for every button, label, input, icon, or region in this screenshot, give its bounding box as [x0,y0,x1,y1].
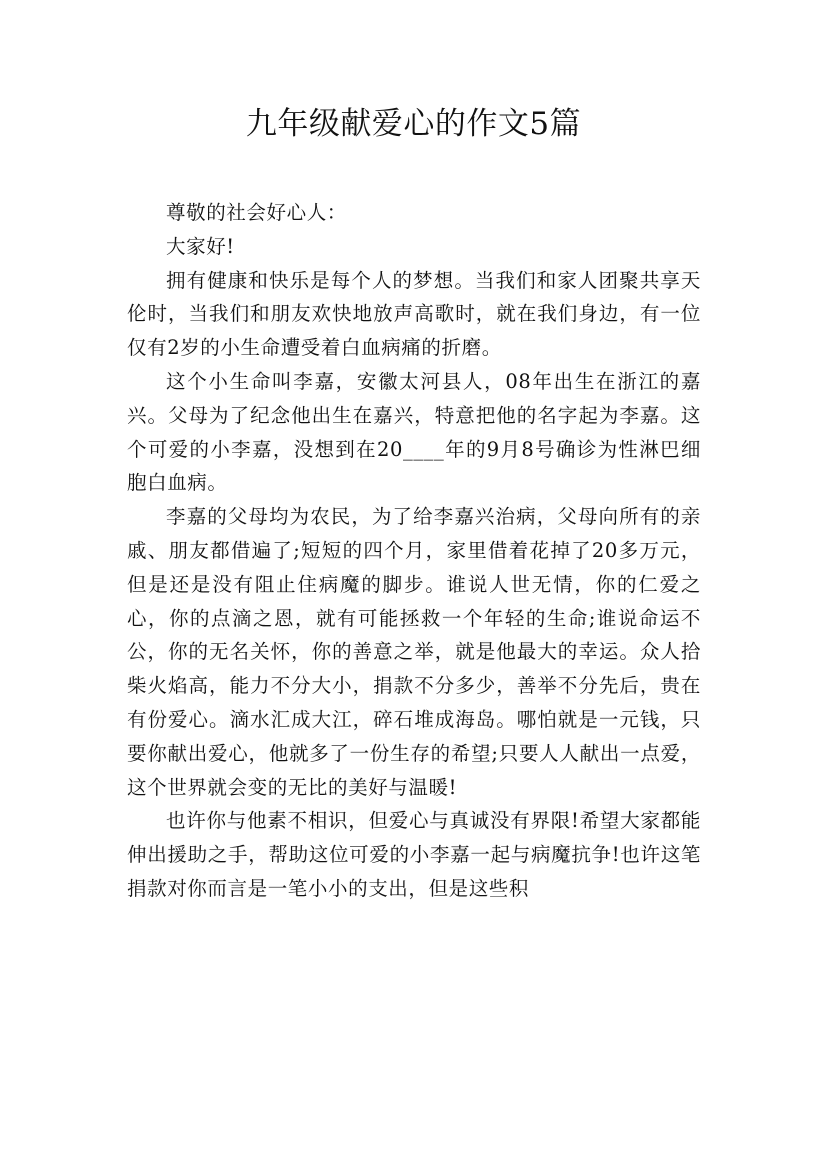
paragraph: 拥有健康和快乐是每个人的梦想。当我们和家人团聚共享天伦时，当我们和朋友欢快地放声高歌时，就在我们身边，有一位仅有2岁的小生命遭受着白血病痛的折磨。 [127,268,701,360]
document-title: 九年级献爱心的作文5篇 [245,106,582,142]
paragraph: 李嘉的父母均为农民，为了给李嘉兴治病，父母向所有的亲戚、朋友都借遍了;短短的四个月，家里借着花掉了20多万元，但是还是没有阻止住病魔的脚步。谁说人世无情，你的仁爱之心，你的点滴之恩，就有可能拯救一个年轻的生命;谁说命运不公，你的无名关怀，你的善意之举，就是他最大的幸运。众人拾柴火焰高，能力不分大小，捐款不分多少，善举不分先后，贵在有份爱心。滴水汇成大江，碎石堆成海岛。哪怕就是一元钱，只要你献出爱心，他就多了一份生存的希望;只要人人献出一点爱，这个世界就会变的无比的美好与温暖! [127,505,701,799]
document-body [127,196,701,906]
greeting: 大家好! [166,234,235,258]
paragraph: 这个小生命叫李嘉，安徽太河县人，08年出生在浙江的嘉兴。父母为了纪念他出生在嘉兴，特意把他的名字起为李嘉。这个可爱的小李嘉，没想到在20____年的9月8号确诊为性淋巴细胞白血病。 [127,369,701,495]
salutation: 尊敬的社会好心人： [166,201,347,224]
paragraph: 也许你与他素不相识，但爱心与真诚没有界限!希望大家都能伸出援助之手，帮助这位可爱的小李嘉一起与病魔抗争!也许这笔捐款对你而言是一笔小小的支出，但是这些积 [127,809,701,900]
